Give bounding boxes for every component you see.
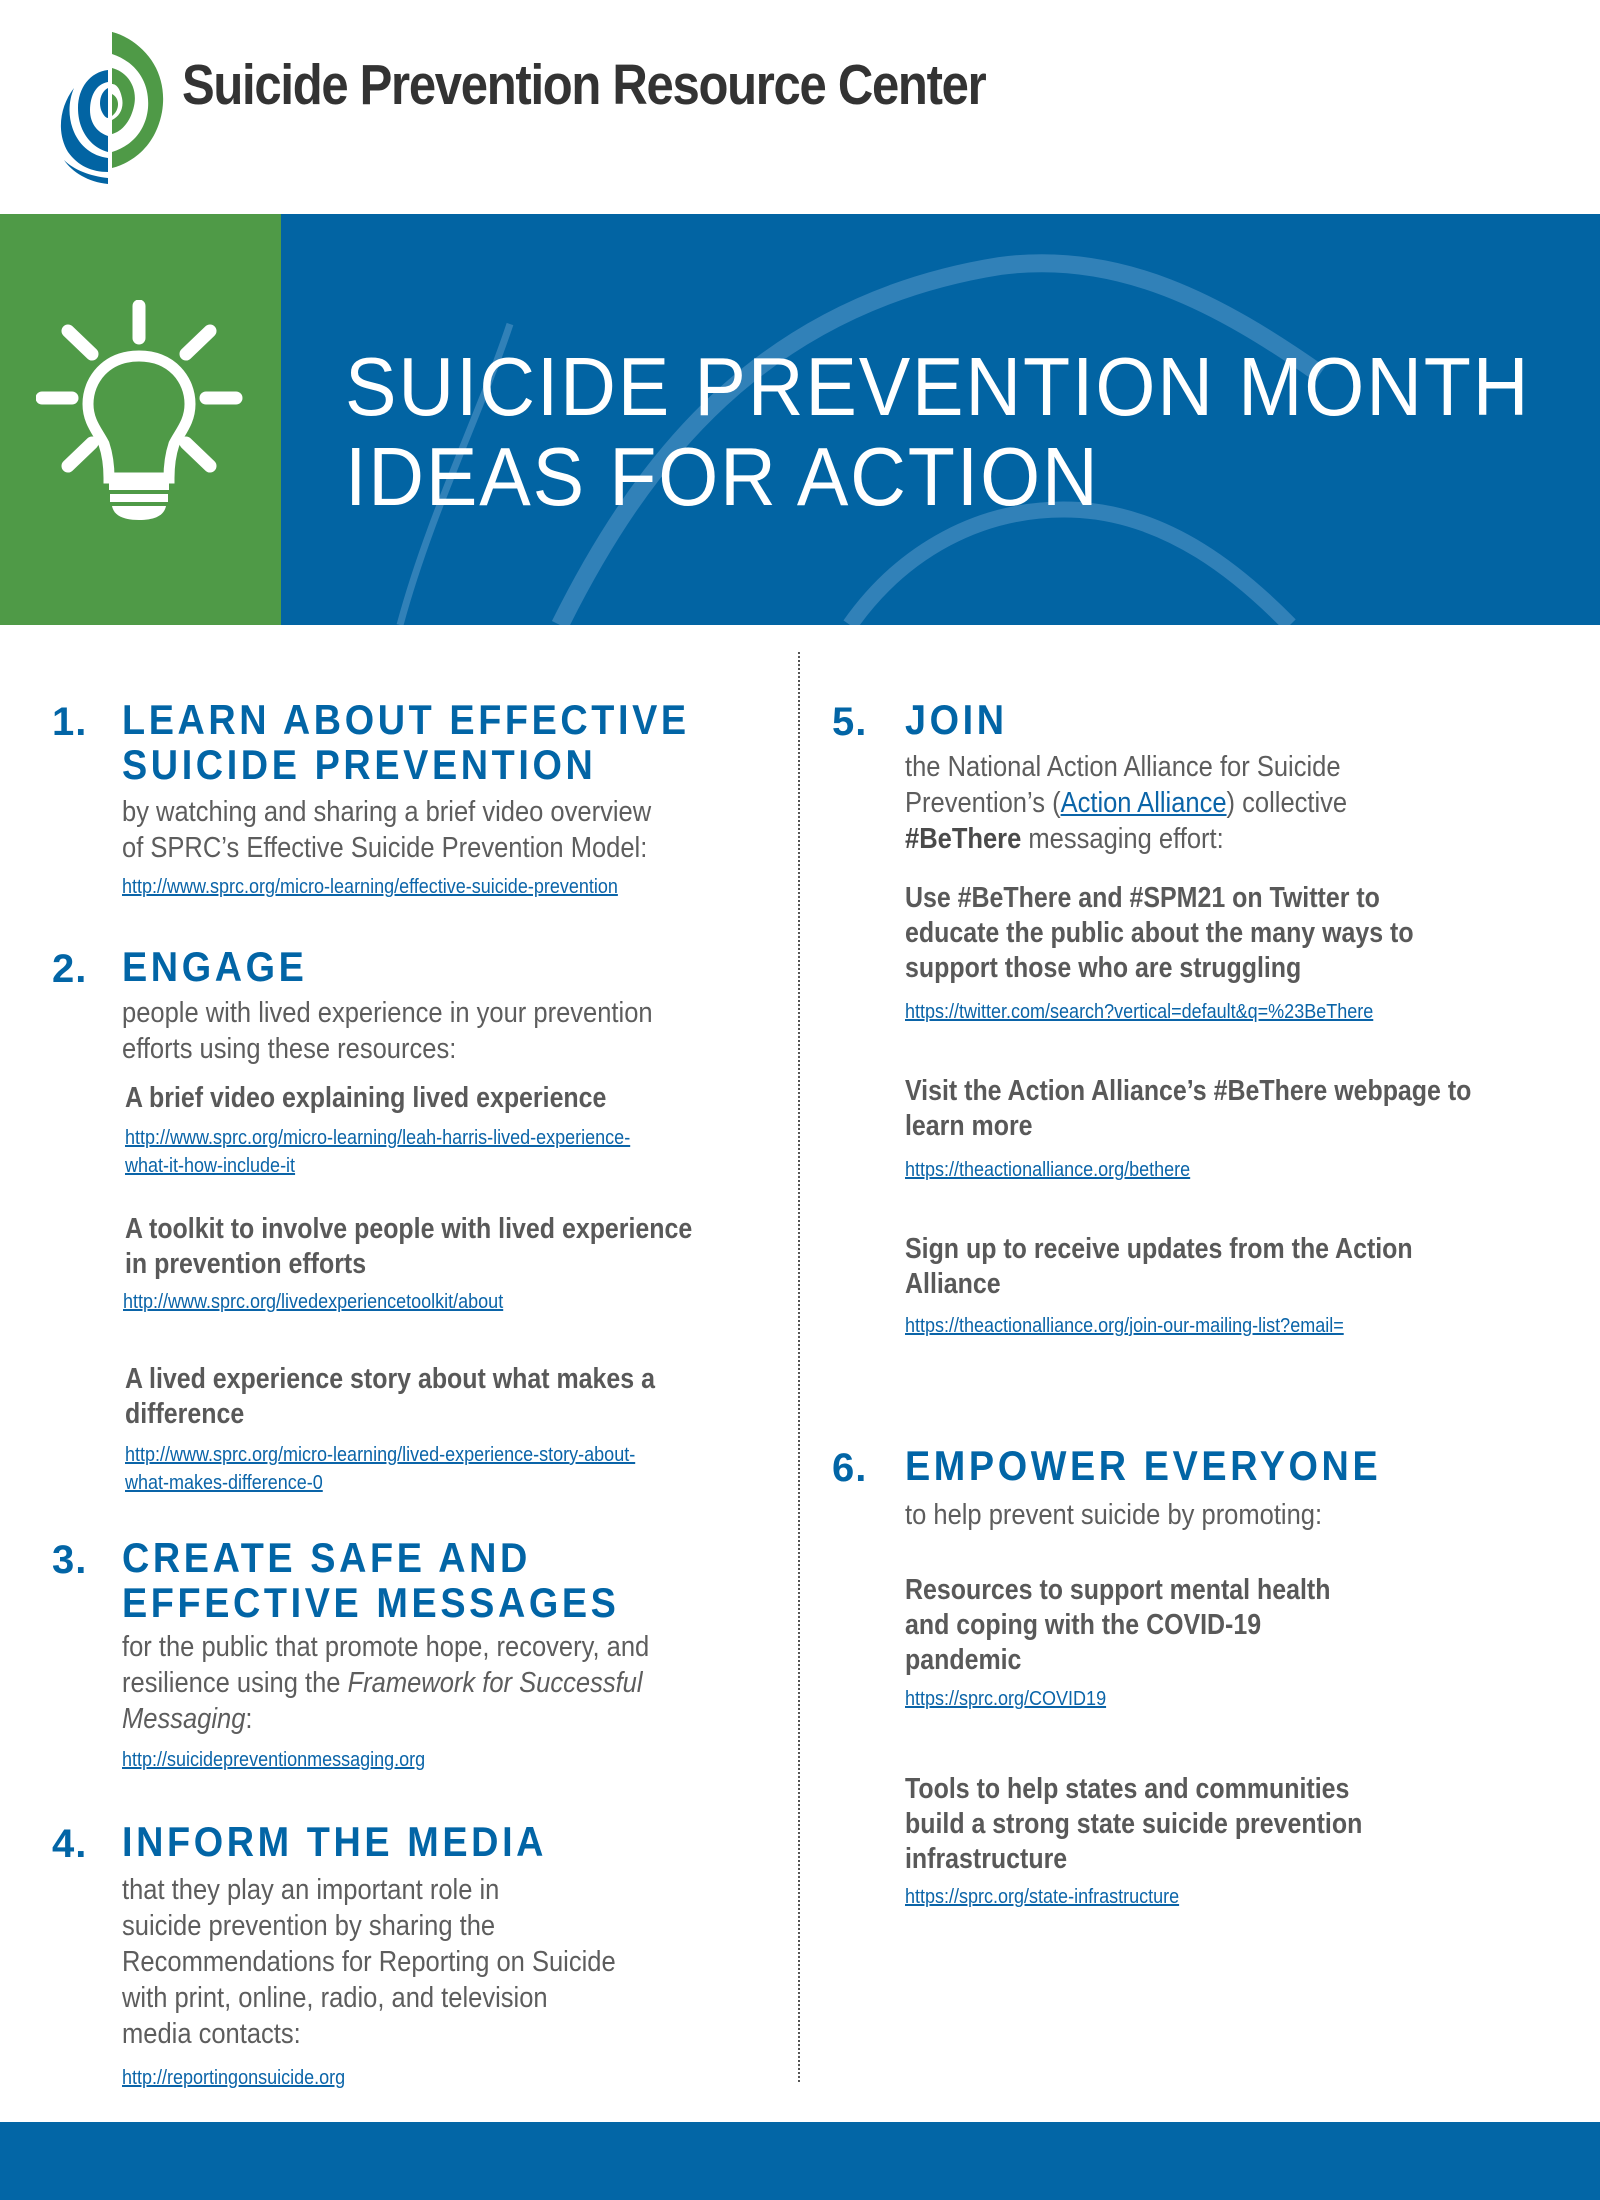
section-5-heading — [905, 697, 1008, 742]
section-6-heading-line: EMPOWER EVERYONE — [905, 1442, 1382, 1489]
hero-banner — [0, 214, 1600, 625]
page-title-line-2: IDEAS FOR ACTION — [345, 430, 1100, 523]
body-line: efforts using these resources: — [122, 1033, 457, 1065]
section-1-number: 1. — [52, 700, 88, 744]
label-line: infrastructure — [905, 1843, 1068, 1875]
label-line: build a strong state suicide prevention — [905, 1808, 1363, 1840]
body-line: of SPRC’s Effective Suicide Prevention Model: — [122, 832, 648, 864]
body-text-span: ) collective — [1226, 787, 1348, 819]
body-text-span: : — [245, 1703, 253, 1735]
body-line: Recommendations for Reporting on Suicide — [122, 1946, 616, 1978]
label-line: support those who are struggling — [905, 952, 1302, 984]
body-line: for the public that promote hope, recovery, and — [122, 1631, 650, 1663]
label-line: Alliance — [905, 1268, 1001, 1300]
hero-icon-panel — [0, 214, 281, 625]
body-text-span: resilience using the — [122, 1667, 348, 1699]
resource-label — [905, 1573, 1330, 1678]
body-line — [122, 1701, 649, 1737]
body-line: people with lived experience in your prevention — [122, 997, 653, 1029]
section-4-body — [122, 1872, 616, 2052]
org-name: Suicide Prevention Resource Center — [182, 53, 986, 117]
label-line: and coping with the COVID-19 — [905, 1609, 1262, 1641]
label-line: Tools to help states and communities — [905, 1773, 1350, 1805]
label-line: difference — [125, 1398, 245, 1430]
resource-label: A brief video explaining lived experience — [125, 1082, 607, 1114]
section-2-heading — [122, 944, 307, 989]
column-divider — [798, 652, 800, 2082]
link-line: http://www.sprc.org/micro-learning/leah-harris-lived-experience- — [125, 1127, 631, 1149]
section-3-heading-line: CREATE SAFE AND — [122, 1534, 531, 1581]
section-1-heading-line: LEARN ABOUT EFFECTIVE — [122, 696, 690, 743]
action-label — [905, 1074, 1471, 1144]
section-3-number: 3. — [52, 1538, 88, 1582]
action-label — [905, 881, 1414, 986]
section-6-heading — [905, 1443, 1381, 1488]
section-2-heading-line: ENGAGE — [122, 943, 308, 990]
resource-label — [125, 1362, 655, 1432]
label-line: Visit the Action Alliance’s #BeThere webpage to — [905, 1075, 1472, 1107]
page-title — [345, 342, 1530, 522]
body-line: by watching and sharing a brief video overview — [122, 796, 652, 828]
section-4-link[interactable]: http://reportingonsuicide.org — [122, 2067, 346, 2089]
resource-link[interactable] — [123, 1288, 503, 1316]
body-line: to help prevent suicide by promoting: — [905, 1499, 1323, 1531]
section-5-body — [905, 749, 1347, 857]
link-line: http://www.sprc.org/livedexperiencetoolkit/about — [123, 1291, 504, 1313]
link-line: http://www.sprc.org/micro-learning/lived-experience-story-about- — [125, 1444, 636, 1466]
label-line: A toolkit to involve people with lived experience — [125, 1213, 693, 1245]
section-1-body — [122, 794, 651, 866]
page-title-line-1: SUICIDE PREVENTION MONTH — [345, 340, 1531, 433]
lightbulb-icon — [36, 300, 246, 520]
resource-link[interactable] — [125, 1441, 635, 1497]
section-1-link[interactable]: http://www.sprc.org/micro-learning/effective-suicide-prevention — [122, 876, 618, 898]
label-line: learn more — [905, 1110, 1033, 1142]
section-3-heading — [122, 1535, 619, 1625]
section-3-heading-line: EFFECTIVE MESSAGES — [122, 1579, 620, 1626]
sprc-swirl-logo-icon — [50, 32, 170, 184]
section-3-body — [122, 1629, 649, 1737]
action-link[interactable]: https://theactionalliance.org/bethere — [905, 1159, 1191, 1181]
section-1-heading-line: SUICIDE PREVENTION — [122, 741, 597, 788]
section-4-number: 4. — [52, 1822, 88, 1866]
section-3-link[interactable]: http://suicidepreventionmessaging.org — [122, 1749, 426, 1771]
body-line: suicide prevention by sharing the — [122, 1910, 496, 1942]
resource-link[interactable] — [125, 1124, 630, 1180]
body-line: with print, online, radio, and television — [122, 1982, 548, 2014]
section-1-heading — [122, 697, 690, 787]
section-6-number: 6. — [832, 1446, 868, 1490]
body-text-span: messaging effort: — [1021, 823, 1224, 855]
section-5-heading-line: JOIN — [905, 696, 1008, 743]
body-line — [905, 821, 1347, 857]
action-link[interactable]: https://theactionalliance.org/join-our-mailing-list?email= — [905, 1315, 1344, 1337]
resource-label — [125, 1212, 692, 1282]
section-5-number: 5. — [832, 700, 868, 744]
body-text-span: Prevention’s ( — [905, 787, 1061, 819]
resource-link[interactable]: https://sprc.org/state-infrastructure — [905, 1886, 1180, 1908]
section-6-body — [905, 1497, 1322, 1533]
label-line: pandemic — [905, 1644, 1022, 1676]
section-2-body — [122, 995, 653, 1067]
action-link[interactable]: https://twitter.com/search?vertical=default&q=%23BeThere — [905, 1001, 1374, 1023]
label-line: Sign up to receive updates from the Action — [905, 1233, 1413, 1265]
section-4-heading — [122, 1819, 547, 1864]
framework-title: Messaging — [122, 1703, 246, 1735]
resource-link[interactable]: https://sprc.org/COVID19 — [905, 1688, 1107, 1710]
hashtag: #BeThere — [905, 823, 1022, 855]
section-4-heading-line: INFORM THE MEDIA — [122, 1818, 548, 1865]
body-line: the National Action Alliance for Suicide — [905, 751, 1341, 783]
section-2-number: 2. — [52, 947, 88, 991]
link-line: what-makes-difference-0 — [125, 1472, 323, 1494]
body-line — [905, 785, 1347, 821]
resource-label — [905, 1772, 1362, 1877]
link-line: what-it-how-include-it — [125, 1155, 296, 1177]
label-line: educate the public about the many ways to — [905, 917, 1414, 949]
label-line: Resources to support mental health — [905, 1574, 1331, 1606]
framework-title: Framework for Successful — [347, 1667, 643, 1699]
sprc-logo — [50, 32, 170, 184]
label-line: A lived experience story about what makes a — [125, 1363, 655, 1395]
label-line: Use #BeThere and #SPM21 on Twitter to — [905, 882, 1380, 914]
label-line: in prevention efforts — [125, 1248, 367, 1280]
body-line — [122, 1665, 649, 1701]
body-line: media contacts: — [122, 2018, 301, 2050]
body-line: that they play an important role in — [122, 1874, 500, 1906]
action-label — [905, 1232, 1413, 1302]
action-alliance-link[interactable]: Action Alliance — [1060, 787, 1227, 819]
footer-band — [0, 2122, 1600, 2200]
